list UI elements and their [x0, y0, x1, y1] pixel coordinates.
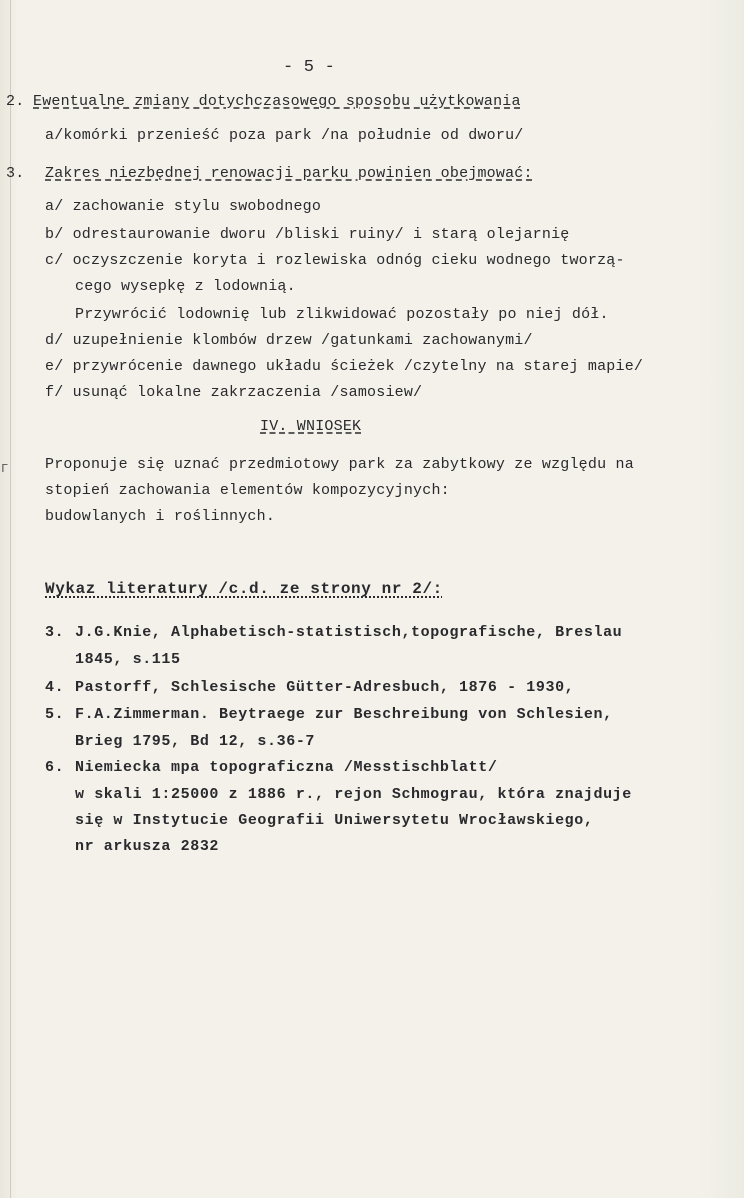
section2-item-a: a/komórki przenieść poza park /na południe od dworu/ [45, 127, 524, 144]
section3-item-c-cont: cego wysepkę z lodownią. [75, 278, 296, 295]
section3-item-a: a/ zachowanie stylu swobodnego [45, 198, 322, 215]
page-number: - 5 - [283, 58, 336, 77]
literature-entry-3-number: 3. [45, 624, 65, 641]
literature-entry-6-line-3: się w Instytucie Geografii Uniwersytetu Wrocławskiego, [75, 812, 594, 829]
section3-item-f: f/ usunąć lokalne zakrzaczenia /samosiew/ [45, 384, 423, 401]
margin-tick: Г [1, 462, 9, 476]
section3-item-c-note: Przywrócić lodownię lub zlikwidować pozostały po niej dół. [75, 306, 609, 323]
conclusion-line-2: stopień zachowania elementów kompozycyjnych: [45, 482, 450, 499]
literature-heading: Wykaz literatury /c.d. ze strony nr 2/: [45, 580, 443, 598]
section3-item-c: c/ oczyszczenie koryta i rozlewiska odnóg cieku wodnego tworzą- [45, 252, 625, 269]
literature-entry-5-number: 5. [45, 706, 65, 723]
section3-item-d: d/ uzupełnienie klombów drzew /gatunkami zachowanymi/ [45, 332, 533, 349]
conclusion-heading: IV. WNIOSEK [260, 418, 362, 435]
literature-entry-6-line-2: w skali 1:25000 z 1886 r., rejon Schmograu, która znajduje [75, 786, 632, 803]
literature-entry-6-line-1: Niemiecka mpa topograficzna /Messtischblatt/ [75, 759, 498, 776]
literature-entry-6-line-4: nr arkusza 2832 [75, 838, 220, 855]
section3-item-e: e/ przywrócenie dawnego układu ścieżek /czytelny na starej mapie/ [45, 358, 644, 375]
section2-title: Ewentualne zmiany dotychczasowego sposobu użytkowania [33, 93, 521, 110]
literature-entry-4-number: 4. [45, 679, 65, 696]
section3-number: 3. [6, 165, 25, 182]
literature-entry-3-line-1: J.G.Knie, Alphabetisch-statistisch,topografische, Breslau [75, 624, 623, 641]
section3-title: Zakres niezbędnej renowacji parku powinien obejmować: [45, 165, 533, 182]
literature-entry-5-line-1: F.A.Zimmerman. Beytraege zur Beschreibung von Schlesien, [75, 706, 613, 723]
literature-entry-4-line-1: Pastorff, Schlesische Gütter-Adresbuch, 1876 - 1930, [75, 679, 575, 696]
conclusion-line-3: budowlanych i roślinnych. [45, 508, 276, 525]
section2-number: 2. [6, 93, 25, 110]
literature-entry-5-line-2: Brieg 1795, Bd 12, s.36-7 [75, 733, 316, 750]
literature-entry-3-line-2: 1845, s.115 [75, 651, 181, 668]
section3-item-b: b/ odrestaurowanie dworu /bliski ruiny/ i starą olejarnię [45, 226, 570, 243]
conclusion-line-1: Proponuje się uznać przedmiotowy park za zabytkowy ze względu na [45, 456, 634, 473]
literature-entry-6-number: 6. [45, 759, 65, 776]
